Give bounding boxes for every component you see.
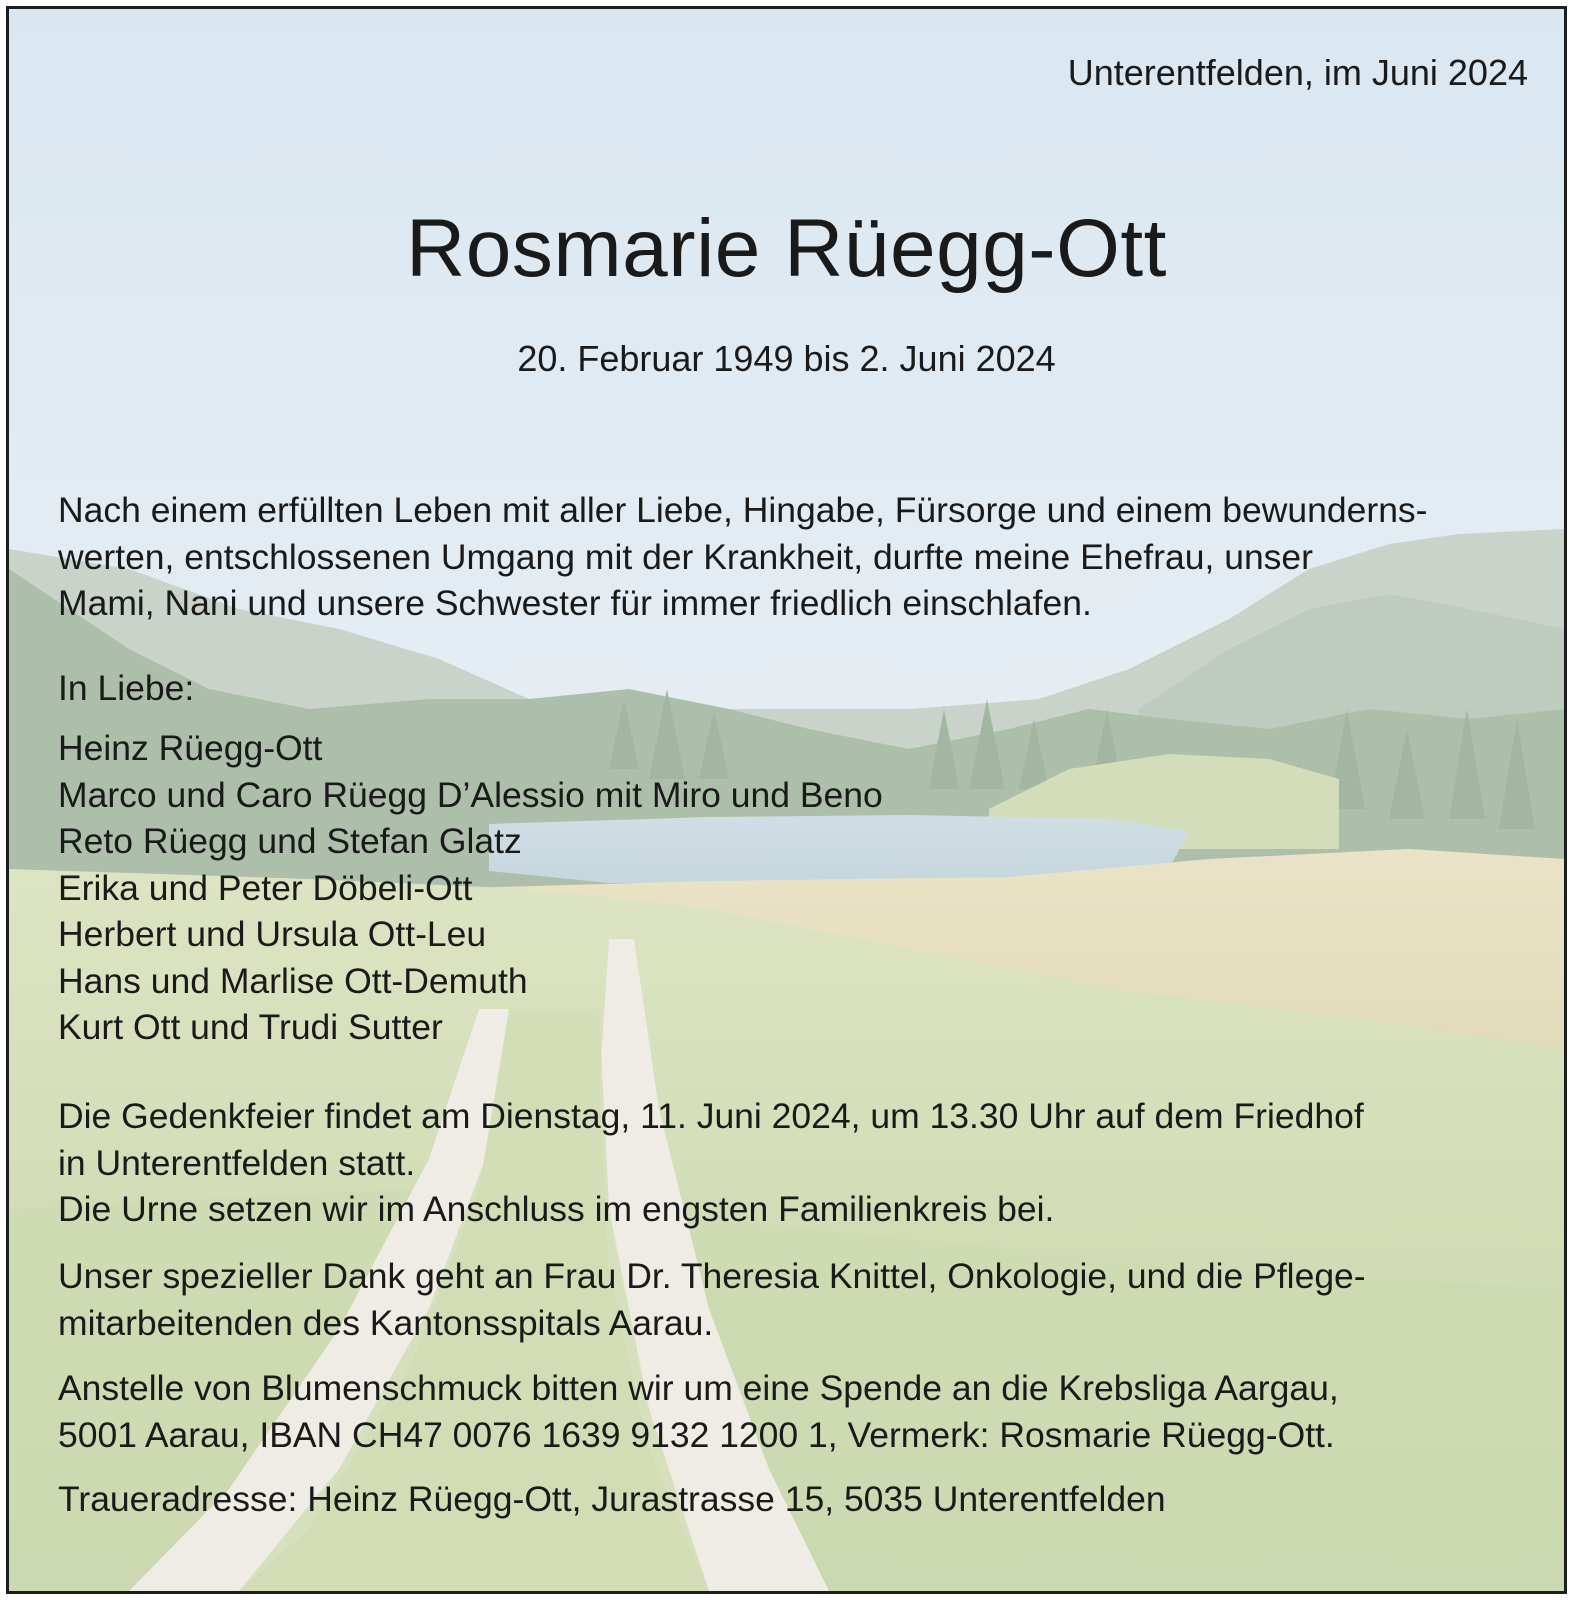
donation-paragraph <box>58 1365 1518 1458</box>
mourner-name: Reto Rüegg und Stefan Glatz <box>58 821 522 861</box>
intro-paragraph <box>58 487 1518 627</box>
notice-content <box>9 9 1564 1591</box>
intro-line: werten, entschlossenen Umgang mit der Krankheit, durfte meine Ehefrau, unser <box>58 536 1313 577</box>
mourners-list <box>58 725 1518 1051</box>
donation-line: 5001 Aarau, IBAN CH47 0076 1639 9132 1200 1, Vermerk: Rosmarie Rüegg-Ott. <box>58 1414 1335 1455</box>
ceremony-line: Die Urne setzen wir im Anschluss im engsten Familienkreis bei. <box>58 1189 1055 1229</box>
thanks-line: mitarbeitenden des Kantonsspitals Aarau. <box>58 1302 714 1343</box>
ceremony-paragraph <box>58 1093 1518 1233</box>
in-liebe-label: In Liebe: <box>58 668 195 708</box>
intro-line: Mami, Nani und unsere Schwester für immer friedlich einschlafen. <box>58 583 1092 623</box>
mourning-address <box>58 1476 1518 1523</box>
death-notice <box>6 6 1567 1594</box>
mourner-name: Erika und Peter Döbeli-Ott <box>58 867 473 908</box>
address-line: Traueradresse: Heinz Rüegg-Ott, Jurastrasse 15, 5035 Unterentfelden <box>58 1479 1166 1519</box>
dateline: Unterentfelden, im Juni 2024 <box>1067 52 1528 93</box>
mourner-name: Hans und Marlise Ott-Demuth <box>58 960 528 1001</box>
mourner-name: Heinz Rüegg-Ott <box>58 728 323 768</box>
mourner-name: Kurt Ott und Trudi Sutter <box>58 1007 443 1047</box>
mourner-name: Marco und Caro Rüegg D’Alessio mit Miro und Beno <box>58 774 883 815</box>
mourner-name: Herbert und Ursula Ott-Leu <box>58 914 487 954</box>
ceremony-line: Die Gedenkfeier findet am Dienstag, 11. Juni 2024, um 13.30 Uhr auf dem Friedhof <box>58 1096 1364 1136</box>
ceremony-line: in Unterentfelden statt. <box>58 1142 416 1183</box>
donation-line: Anstelle von Blumenschmuck bitten wir um eine Spende an die Krebsliga Aargau, <box>58 1368 1339 1408</box>
in-liebe-heading <box>58 665 1518 712</box>
deceased-name: Rosmarie Rüegg-Ott <box>406 203 1167 294</box>
intro-line: Nach einem erfüllten Leben mit aller Liebe, Hingabe, Fürsorge und einem bewunderns- <box>58 490 1428 530</box>
thanks-paragraph <box>58 1253 1518 1346</box>
lifespan-dates: 20. Februar 1949 bis 2. Juni 2024 <box>517 338 1056 379</box>
thanks-line: Unser spezieller Dank geht an Frau Dr. Theresia Knittel, Onkologie, und die Pflege- <box>58 1256 1366 1296</box>
